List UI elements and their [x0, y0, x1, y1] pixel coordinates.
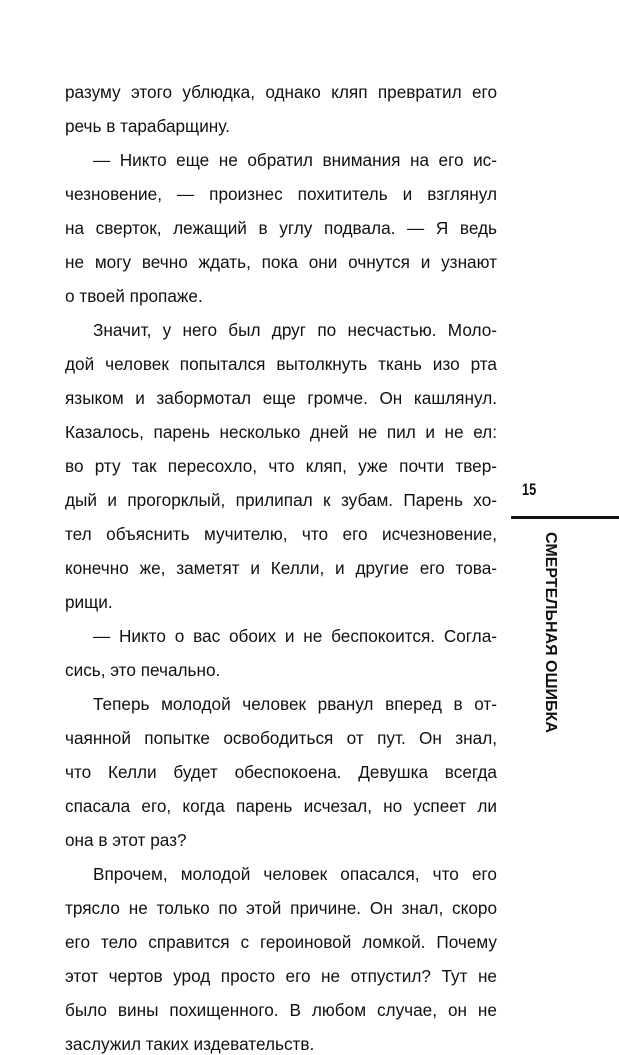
text-line: не могу вечно ждать, пока они очнутся и узнают	[65, 252, 497, 272]
text-line: что Келли будет обеспокоена. Девушка всегда	[65, 762, 497, 782]
text-line: она в этот раз?	[65, 830, 187, 850]
text-line: Казалось, парень несколько дней не пил и не ел:	[65, 422, 497, 442]
text-line: дой человек попытался вытолкнуть ткань изо рта	[65, 354, 497, 374]
text-line: чаянной попытке освободиться от пут. Он знал,	[65, 728, 497, 748]
margin-rule	[511, 516, 619, 519]
text-line: о твоей пропаже.	[65, 286, 203, 306]
running-title: СМЕРТЕЛЬНАЯ ОШИБКА	[542, 532, 559, 733]
text-line: языком и забормотал еще громче. Он кашлянул.	[65, 388, 497, 408]
text-line: было вины похищенного. В любом случае, он не	[65, 1000, 497, 1020]
text-line: заслужил таких издевательств.	[65, 1034, 315, 1054]
text-line: рищи.	[65, 592, 113, 612]
text-line: спасала его, когда парень исчезал, но успеет ли	[65, 796, 497, 816]
text-line: дый и прогорклый, прилипал к зубам. Парень хо-	[65, 490, 497, 510]
page-number: 15	[522, 480, 537, 499]
text-line: Впрочем, молодой человек опасался, что его	[93, 864, 497, 884]
text-line: на сверток, лежащий в углу подвала. — Я ведь	[65, 218, 497, 238]
text-line: чезновение, — произнес похититель и взглянул	[65, 184, 497, 204]
text-line: во рту так пересохло, что кляп, уже почти твер-	[65, 456, 497, 476]
text-line: тел объяснить мучителю, что его исчезновение,	[65, 524, 497, 544]
text-line: сись, это печально.	[65, 660, 221, 680]
text-line: трясло не только по этой причине. Он знал, скоро	[65, 898, 497, 918]
text-line: Теперь молодой человек рванул вперед в от-	[93, 694, 497, 714]
text-line: — Никто о вас обоих и не беспокоится. Согла-	[93, 626, 497, 646]
text-line: разуму этого ублюдка, однако кляп превратил его	[65, 82, 497, 102]
text-line: конечно же, заметят и Келли, и другие его това-	[65, 558, 497, 578]
text-line: Значит, у него был друг по несчастью. Моло-	[93, 320, 497, 340]
text-line: — Никто еще не обратил внимания на его ис-	[93, 150, 497, 170]
text-line: речь в тарабарщину.	[65, 116, 230, 136]
text-line: этот чертов урод просто его не отпустил? Тут не	[65, 966, 497, 986]
text-line: его тело справится с героиновой ломкой. Почему	[65, 932, 497, 952]
